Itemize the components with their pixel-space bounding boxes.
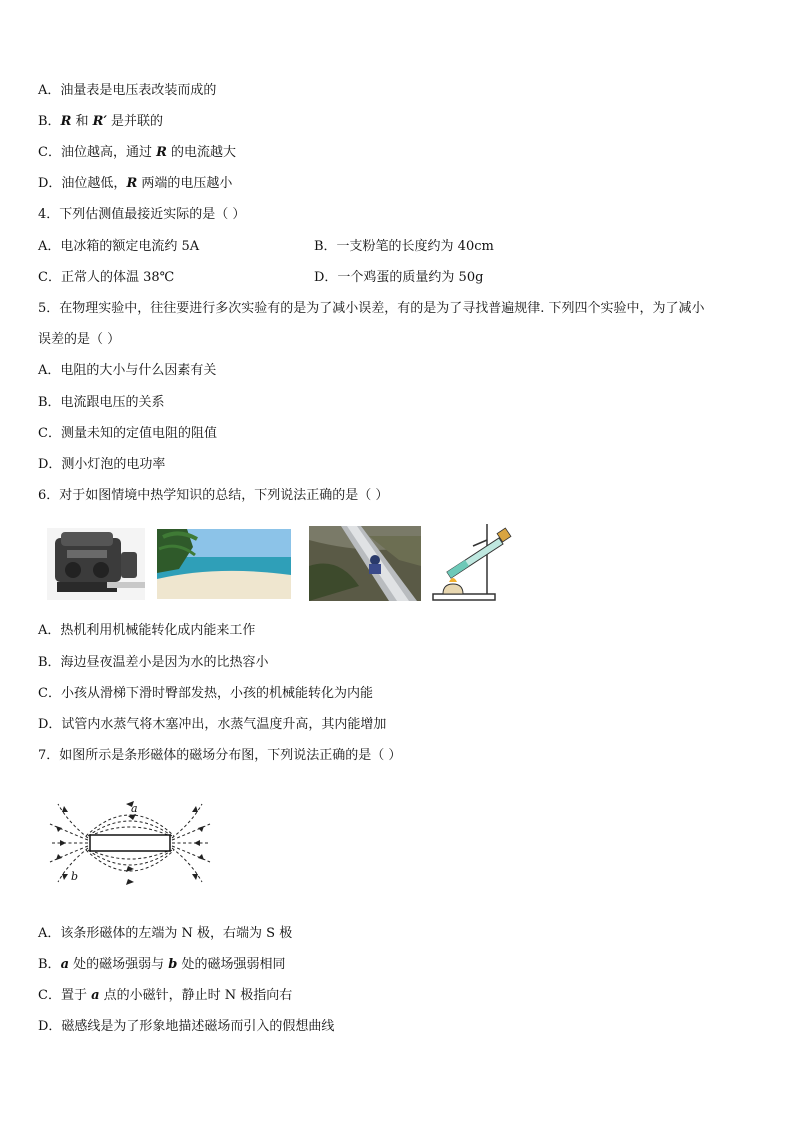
- q7-option-a: A．该条形磁体的左端为 N 极，右端为 S 极: [38, 926, 293, 941]
- q6-option-d: D．试管内水蒸气将木塞冲出，水蒸气温度升高，其内能增加: [38, 717, 387, 732]
- q5-option-d: D．测小灯泡的电功率: [38, 457, 166, 472]
- point-b-label: b: [71, 870, 79, 883]
- q7-option-b-var1: a: [60, 957, 69, 972]
- q7-option-c: [38, 987, 292, 1005]
- q3-option-a: A．油量表是电压表改装而成的: [38, 83, 217, 98]
- q5-option-a: A．电阻的大小与什么因素有关: [38, 363, 217, 378]
- q3-option-d-var: R: [126, 176, 138, 191]
- q3-option-b-suffix: 是并联的: [106, 114, 164, 129]
- q3-option-d-prefix: D．油位越低，: [38, 176, 127, 191]
- q4-option-c: C．正常人的体温 38℃: [38, 270, 175, 285]
- q5-stem-line1: 5．在物理实验中，往往要进行多次实验有的是为了减小误差，有的是为了寻找普遍规律. 下列四个实验中，为了减小: [38, 301, 705, 316]
- q5-option-b: B．电流跟电压的关系: [38, 395, 165, 410]
- q6-option-c: C．小孩从滑梯下滑时臀部发热，小孩的机械能转化为内能: [38, 686, 373, 701]
- q4-stem: 4．下列估测值最接近实际的是（ ）: [38, 207, 246, 222]
- q4-option-b: B．一支粉笔的长度约为 40cm: [314, 239, 494, 254]
- q4-option-d: D．一个鸡蛋的质量约为 50g: [314, 270, 484, 285]
- q6-option-b: B．海边昼夜温差小是因为水的比热容小: [38, 655, 269, 670]
- q5-option-c: C．测量未知的定值电阻的阻值: [38, 426, 217, 441]
- slide-image: [309, 526, 421, 601]
- q3-option-c-var: R: [156, 145, 167, 160]
- q7-option-b-prefix: B．: [38, 957, 61, 972]
- q5-stem-line2: 误差的是（ ）: [38, 332, 121, 347]
- q4-option-a: A．电冰箱的额定电流约 5A: [38, 239, 200, 254]
- q6-option-a: A．热机利用机械能转化成内能来工作: [38, 623, 256, 638]
- engine-image: [47, 528, 145, 600]
- q3-option-c-prefix: C．油位越高，通过: [38, 145, 157, 160]
- beach-image: [157, 529, 291, 599]
- q7-option-c-prefix: C．置于: [38, 988, 92, 1003]
- q3-option-c: [38, 144, 236, 162]
- q7-option-b-suffix: 处的磁场强弱相同: [177, 957, 286, 972]
- q3-option-d: [38, 175, 232, 193]
- magnet-field-diagram: [48, 792, 213, 892]
- q3-option-b: [38, 113, 163, 131]
- q6-stem: 6．对于如图情境中热学知识的总结，下列说法正确的是（ ）: [38, 488, 389, 503]
- q3-option-d-suffix: 两端的电压越小: [137, 176, 233, 191]
- q7-option-b-var2: b: [168, 957, 178, 972]
- q3-option-b-var2: R′: [92, 114, 107, 129]
- q7-stem: 7．如图所示是条形磁体的磁场分布图，下列说法正确的是（ ）: [38, 748, 402, 763]
- point-a-label: a: [131, 802, 138, 815]
- q3-option-b-mid: 和: [71, 114, 93, 129]
- q7-option-c-suffix: 点的小磁针，静止时 N 极指向右: [99, 988, 293, 1003]
- q3-option-b-prefix: B．: [38, 114, 61, 129]
- q3-option-c-suffix: 的电流越大: [166, 145, 237, 160]
- q7-option-b-mid: 处的磁场强弱与: [69, 957, 169, 972]
- q3-option-b-var1: R: [60, 114, 72, 129]
- q7-option-d: D．磁感线是为了形象地描述磁场而引入的假想曲线: [38, 1019, 335, 1034]
- q7-option-b: [38, 956, 286, 974]
- test-tube-image: [429, 520, 514, 602]
- q7-option-c-var: a: [91, 988, 100, 1003]
